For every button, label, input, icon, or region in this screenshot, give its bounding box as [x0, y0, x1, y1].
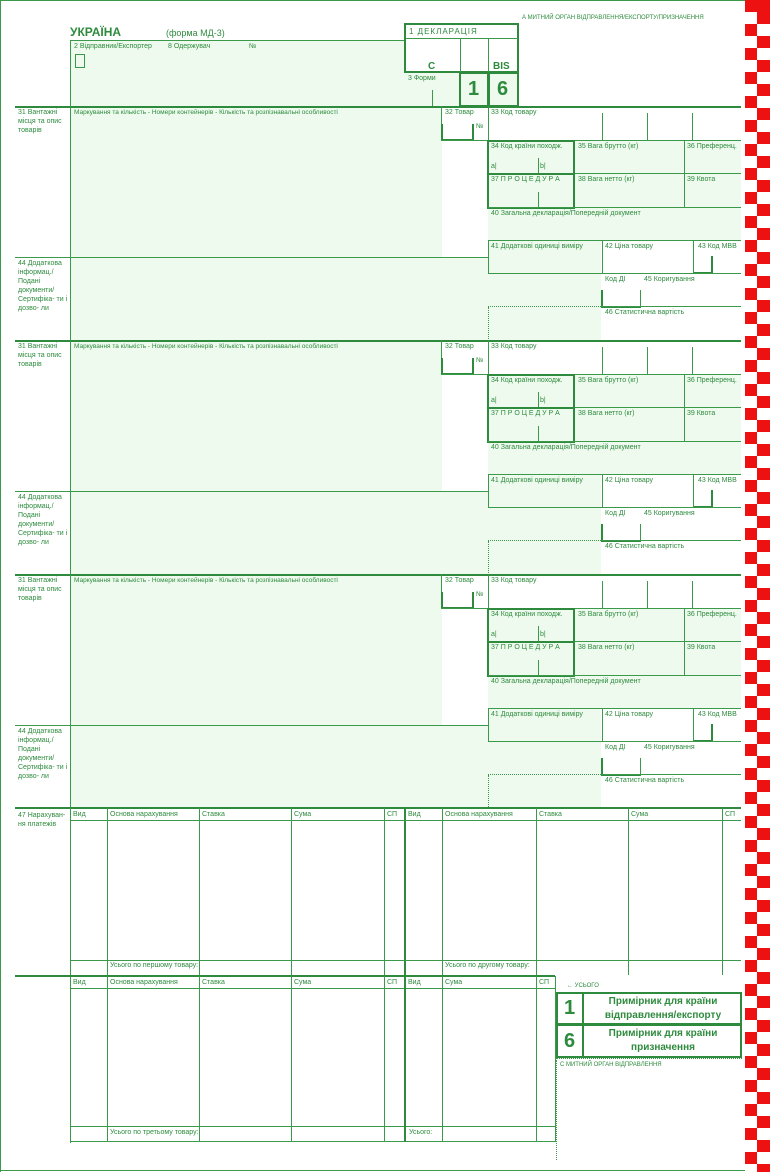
item1-row46-line	[601, 306, 741, 307]
pay2-col-line-1	[442, 808, 443, 975]
item2-row46-vdotted	[488, 541, 489, 573]
item2-a-label: a|	[491, 397, 497, 404]
item1-top-line	[15, 106, 741, 108]
item2-row41-line	[488, 474, 741, 475]
item3-price-label: 42 Ціна товару	[605, 711, 654, 718]
item1-proc-label: 37 П Р О Ц Е Д У Р А	[491, 176, 560, 183]
item2-goods-label: 32 Товар	[445, 343, 474, 350]
copy1-div	[582, 993, 584, 1024]
item1-place-label: 31 Вантажні місця та опис товарів	[18, 109, 62, 134]
copy-number-b: 6	[497, 78, 509, 100]
item1-a-label: a|	[491, 163, 497, 170]
item3-marks-fill	[70, 576, 442, 726]
pay3-col-line-3	[291, 976, 292, 1141]
payments-top-line	[15, 807, 741, 809]
item3-addinfo-label: 44 Додаткова інформац./ Подані документи/ Сертифіка- ти і дозво- ли	[18, 728, 68, 780]
item3-pref-line	[684, 608, 685, 676]
pay3-col-line-1	[107, 976, 108, 1141]
item3-price-line	[602, 708, 603, 741]
pay3-col-line-2	[199, 976, 200, 1141]
item2-goods-box	[441, 358, 474, 375]
item3-row37-line	[575, 641, 741, 642]
item2-stat-label: 46 Статистична вартість	[605, 543, 685, 550]
item3-num-label: №	[476, 591, 484, 598]
item3-net-label: 38 Вага нетто (кг)	[578, 644, 635, 651]
item3-a-div	[538, 626, 539, 642]
item1-code-line	[488, 106, 489, 140]
customs-bottom-label: С МИТНИЙ ОРГАН ВІДПРАВЛЕННЯ	[560, 1062, 662, 1068]
num-sign: №	[249, 43, 257, 50]
item2-net-label: 38 Вага нетто (кг)	[578, 410, 635, 417]
pay3-col-vid: Вид	[73, 979, 86, 986]
item2-proc-div	[538, 426, 539, 442]
item2-pref-label: 36 Преференц.	[687, 377, 737, 384]
frame-top	[0, 0, 745, 1]
item1-b-label: b|	[540, 163, 546, 170]
item2-row40-line	[488, 441, 741, 442]
item2-a-div	[538, 392, 539, 408]
item2-quota-label: 39 Квота	[687, 410, 716, 417]
declaration-label: 1 ДЕКЛАРАЦІЯ	[409, 27, 478, 36]
item3-pref-label: 36 Преференц.	[687, 611, 737, 618]
item2-code-line	[488, 340, 489, 374]
item2-row46-line	[601, 540, 741, 541]
pay3-col-suma: Сума	[294, 979, 312, 986]
pay1-col-stavka: Ставка	[202, 811, 225, 818]
item3-mvv-box	[694, 724, 713, 742]
item2-proc-label: 37 П Р О Ц Е Д У Р А	[491, 410, 560, 417]
item1-pref-label: 36 Преференц.	[687, 143, 737, 150]
declaration-div-1	[460, 38, 461, 72]
item2-pref-line	[684, 374, 685, 442]
item3-row46-dotted	[488, 774, 601, 775]
pay1-col-vid: Вид	[73, 811, 86, 818]
item2-code-div-2	[647, 347, 648, 374]
item1-a-div	[538, 158, 539, 174]
pay1-col-line-1	[107, 808, 108, 975]
item2-origin-label: 34 Код країни походж.	[491, 377, 563, 384]
frame-bottom	[0, 1170, 745, 1171]
item1-code-div-2	[647, 113, 648, 140]
item3-proc-label: 37 П Р О Ц Е Д У Р А	[491, 644, 560, 651]
item2-row45-line	[488, 507, 741, 508]
item3-code-div-1	[602, 581, 603, 608]
item2-place-label: 31 Вантажні місця та опис товарів	[18, 343, 62, 368]
item2-price-label: 42 Ціна товару	[605, 477, 654, 484]
item3-marks-label: Маркування та кількість - Номери контейнерів - Кількість та розпізнавальні особливості	[74, 577, 338, 584]
payments-total-line-1	[70, 960, 741, 961]
total-second-item: Усього по другому товару:	[445, 962, 530, 969]
pay4-col-sp: СП	[539, 979, 550, 986]
declaration-div-2	[488, 38, 489, 72]
country-title: УКРАЇНА	[70, 25, 122, 39]
header-left-line	[70, 40, 71, 106]
pay4-col-line-1	[442, 976, 443, 1141]
pay4-col-line-2	[536, 976, 537, 1141]
item1-info-right-line	[488, 240, 489, 274]
item3-row41-line	[488, 708, 741, 709]
pay2-col-sp: СП	[725, 811, 736, 818]
item1-gross-label: 35 Вага брутто (кг)	[578, 143, 639, 150]
pay3-col-osnova: Основа нарахування	[110, 979, 178, 986]
perforation-stripe-offset	[757, 12, 770, 1172]
item1-price-line	[602, 240, 603, 273]
item1-mvv-box	[694, 256, 713, 274]
pay4-col-suma: Сума	[445, 979, 463, 986]
item2-info-right-line	[488, 474, 489, 508]
total-first-item: Усього по першому товару:	[110, 962, 199, 969]
item1-goods-box	[441, 124, 474, 141]
item1-addunit-label: 41 Додаткові одиниці виміру	[491, 243, 583, 250]
payments-mid-line	[15, 975, 555, 977]
copy-number-a: 1	[468, 78, 480, 100]
item2-row34-line	[441, 374, 741, 375]
copy6-text: Примірник для країни призначення	[608, 1028, 718, 1053]
item3-addunit-label: 41 Додаткові одиниці виміру	[491, 711, 583, 718]
item3-goods-box	[441, 592, 474, 609]
forms-label: 3 Форми	[408, 75, 436, 82]
pay2-col-stavka: Ставка	[539, 811, 562, 818]
item1-marks-fill	[70, 108, 442, 258]
item1-net-label: 38 Вага нетто (кг)	[578, 176, 635, 183]
pay3-col-stavka: Ставка	[202, 979, 225, 986]
item1-row37-line	[575, 173, 741, 174]
item3-quota-label: 39 Квота	[687, 644, 716, 651]
forms-div	[432, 90, 433, 106]
pay1-col-sp: СП	[387, 811, 398, 818]
item3-row34-line	[441, 608, 741, 609]
item1-row41-line	[488, 240, 741, 241]
item1-code-div-1	[602, 113, 603, 140]
payments-middle-line-2	[404, 976, 406, 1142]
declaration-inner-line	[406, 38, 518, 39]
total-third-item: Усього по третьому товару:	[110, 1129, 199, 1136]
item2-gross-label: 35 Вага брутто (кг)	[578, 377, 639, 384]
pay3-col-sp: СП	[387, 979, 398, 986]
item2-info-top-line	[15, 491, 488, 492]
item3-goods-label: 32 Товар	[445, 577, 474, 584]
item2-corr-label: 45 Коригування	[644, 510, 695, 517]
customs-bottom-dotted	[556, 1060, 557, 1160]
item2-code-label: 33 Код товару	[491, 343, 537, 350]
item3-corr-label: 45 Коригування	[644, 744, 695, 751]
payments-middle-line	[404, 808, 406, 976]
pay2-col-osnova: Основа нарахування	[445, 811, 513, 818]
item3-mvv-label: 43 Код МВВ	[698, 711, 737, 718]
item3-row40-line	[488, 675, 741, 676]
item1-row46-dotted	[488, 306, 601, 307]
item1-stat-label: 46 Статистична вартість	[605, 309, 685, 316]
item1-corr-label: 45 Коригування	[644, 276, 695, 283]
item2-row37-line	[575, 407, 741, 408]
declaration-c: С	[428, 61, 436, 72]
item3-kodd-label: Код ДІ	[605, 744, 626, 751]
item1-proc-div	[538, 192, 539, 208]
pay2-col-line-4	[722, 808, 723, 975]
item2-marks-label: Маркування та кількість - Номери контейнерів - Кількість та розпізнавальні особливості	[74, 343, 338, 350]
item1-row40-line	[488, 207, 741, 208]
pay1-col-line-2	[199, 808, 200, 975]
item2-code-div-1	[602, 347, 603, 374]
item1-num-label: №	[476, 123, 484, 130]
item3-code-div-3	[692, 581, 693, 608]
declaration-bis: BIS	[493, 61, 510, 72]
item2-top-line	[15, 340, 741, 342]
payments-header-line-1	[70, 820, 741, 821]
pay2-col-line-3	[628, 808, 629, 975]
item2-marks-fill	[70, 342, 442, 492]
pay1-col-line-3	[291, 808, 292, 975]
header-line	[70, 40, 405, 41]
receiver-label: 8 Одержувач	[168, 43, 211, 50]
item2-b-label: b|	[540, 397, 546, 404]
sender-checkbox[interactable]	[75, 54, 85, 68]
customs-bottom-line	[556, 1058, 742, 1059]
item2-summary-label: 40 Загальна декларація/Попередній документ	[491, 444, 641, 451]
item3-summary-label: 40 Загальна декларація/Попередній документ	[491, 678, 641, 685]
payments-total-line-2	[70, 1126, 555, 1127]
frame-left	[0, 0, 1, 1172]
item3-place-label: 31 Вантажні місця та опис товарів	[18, 577, 62, 602]
item1-info-top-line	[15, 257, 488, 258]
item3-info-right-line	[488, 708, 489, 742]
copy6-div	[582, 1025, 584, 1057]
item2-row46-dotted	[488, 540, 601, 541]
item3-origin-label: 34 Код країни походж.	[491, 611, 563, 618]
item3-b-label: b|	[540, 631, 546, 638]
arrow-total-label: ← УСЬОГО	[567, 983, 599, 989]
item2-addinfo-label: 44 Додаткова інформац./ Подані документи/ Сертифіка- ти і дозво- ли	[18, 494, 68, 546]
item2-kodd-label: Код ДІ	[605, 510, 626, 517]
customs-top-label: А МИТНИЙ ОРГАН ВІДПРАВЛЕННЯ/ЕКСПОРТУ/ПРИЗНАЧЕННЯ	[522, 15, 704, 21]
item3-row46-line	[601, 774, 741, 775]
item1-marks-label: Маркування та кількість - Номери контейнерів - Кількість та розпізнавальні особливості	[74, 109, 338, 116]
item1-left-line	[70, 106, 71, 340]
item1-price-label: 42 Ціна товару	[605, 243, 654, 250]
item3-code-line	[488, 574, 489, 608]
payments-label: 47 Нарахуван- ня платежів	[18, 812, 66, 828]
item3-a-label: a|	[491, 631, 497, 638]
pay1-col-osnova: Основа нарахування	[110, 811, 178, 818]
pay4-col-vid: Вид	[408, 979, 421, 986]
item3-left-line	[70, 574, 71, 808]
total-all: Усього:	[409, 1129, 433, 1136]
item2-num-label: №	[476, 357, 484, 364]
pay1-col-suma: Сума	[294, 811, 312, 818]
item3-row45-line	[488, 741, 741, 742]
item1-row34-line	[441, 140, 741, 141]
item3-code-div-2	[647, 581, 648, 608]
item3-gross-label: 35 Вага брутто (кг)	[578, 611, 639, 618]
pay2-col-line-2	[536, 808, 537, 975]
item1-row45-line	[488, 273, 741, 274]
sender-label: 2 Відправник/Експортер	[74, 43, 152, 50]
item1-goods-label: 32 Товар	[445, 109, 474, 116]
item3-code-label: 33 Код товару	[491, 577, 537, 584]
item3-info-top-line	[15, 725, 488, 726]
item3-proc-div	[538, 660, 539, 676]
item1-quota-label: 39 Квота	[687, 176, 716, 183]
item1-code-div-3	[692, 113, 693, 140]
copy1-number: 1	[564, 997, 576, 1019]
item2-left-line	[70, 340, 71, 574]
item2-addunit-label: 41 Додаткові одиниці виміру	[491, 477, 583, 484]
item3-stat-label: 46 Статистична вартість	[605, 777, 685, 784]
item2-mvv-box	[694, 490, 713, 508]
item3-row46-vdotted	[488, 775, 489, 807]
item1-origin-label: 34 Код країни походж.	[491, 143, 563, 150]
pay3-col-line-4	[384, 976, 385, 1141]
copy6-number: 6	[564, 1030, 576, 1052]
item1-kodd-label: Код ДІ	[605, 276, 626, 283]
item1-row46-vdotted	[488, 307, 489, 339]
item1-addinfo-label: 44 Додаткова інформац./ Подані документи/ Сертифіка- ти і дозво- ли	[18, 260, 68, 312]
item3-top-line	[15, 574, 741, 576]
pay2-col-vid: Вид	[408, 811, 421, 818]
pay2-col-suma: Сума	[631, 811, 649, 818]
item2-mvv-label: 43 Код МВВ	[698, 477, 737, 484]
item1-pref-line	[684, 140, 685, 208]
item2-price-line	[602, 474, 603, 507]
item2-code-div-3	[692, 347, 693, 374]
payments-header-line-2	[70, 988, 555, 989]
item1-summary-label: 40 Загальна декларація/Попередній документ	[491, 210, 641, 217]
copy1-text: Примірник для країни відправлення/експорту	[604, 996, 722, 1021]
pay1-col-line-4	[384, 808, 385, 975]
item1-code-label: 33 Код товару	[491, 109, 537, 116]
payments-bottom-line	[70, 1141, 555, 1142]
item1-mvv-label: 43 Код МВВ	[698, 243, 737, 250]
form-name: (форма МД-3)	[166, 28, 225, 38]
